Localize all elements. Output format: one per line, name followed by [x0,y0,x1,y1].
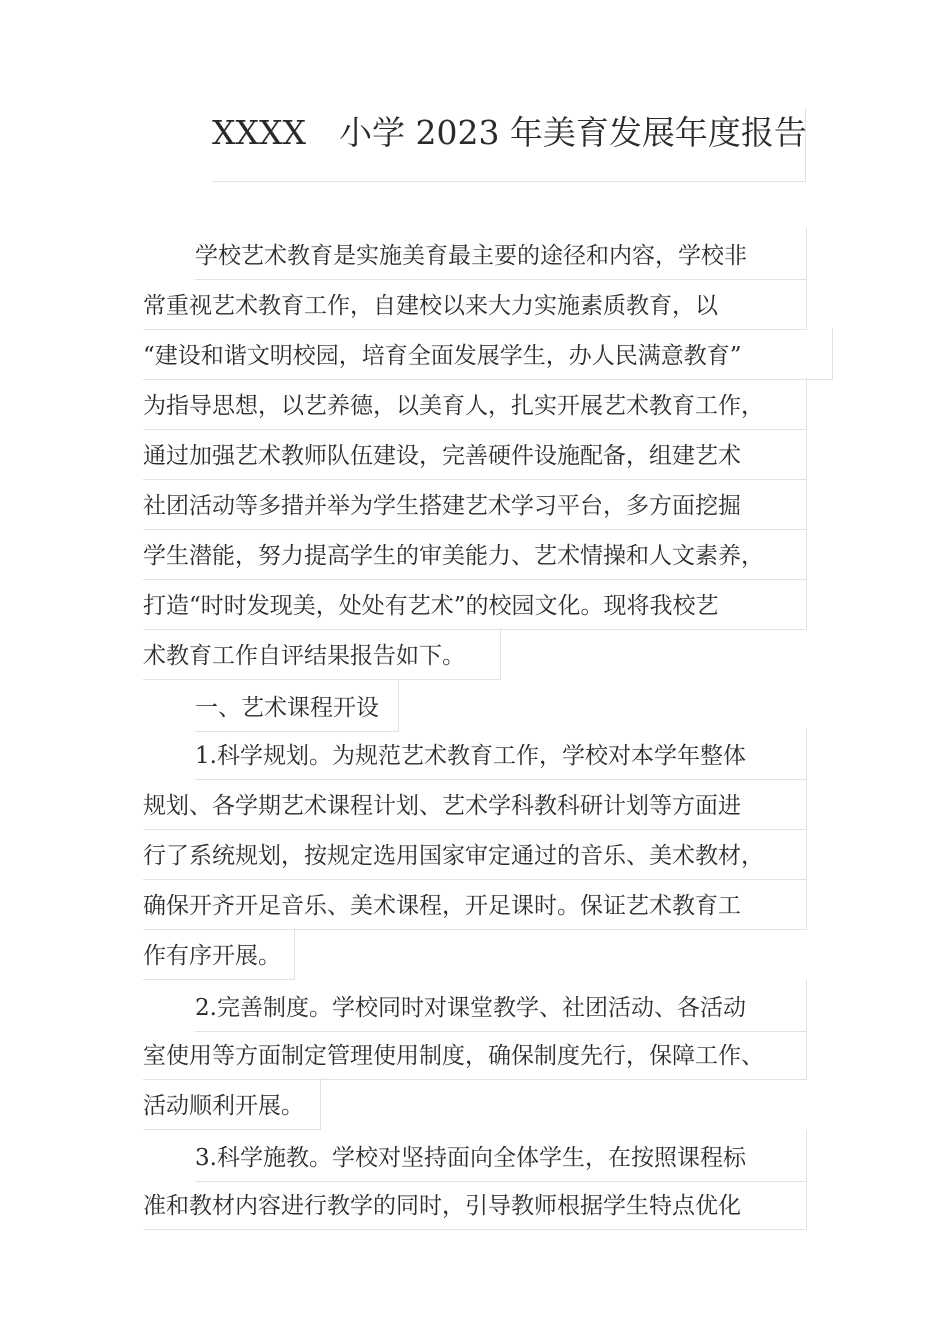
paragraph-line: 2.完善制度。学校同时对课堂教学、社团活动、各活动 [195,980,807,1032]
paragraph-line: 术教育工作自评结果报告如下。 [143,628,501,680]
document-title: XXXX 小学 2023 年美育发展年度报告 [212,108,806,182]
paragraph-line: 作有序开展。 [143,928,295,980]
paragraph-line: 室使用等方面制定管理使用制度，确保制度先行，保障工作、 [143,1028,807,1080]
paragraph-line: 行了系统规划，按规定选用国家审定通过的音乐、美术教材， [143,828,807,880]
section-heading: 一、艺术课程开设 [195,680,399,732]
paragraph-line: 规划、各学期艺术课程计划、艺术学科教科研计划等方面进 [143,778,807,830]
paragraph-line: 学校艺术教育是实施美育最主要的途径和内容，学校非 [195,228,807,280]
paragraph-line: 1.科学规划。为规范艺术教育工作，学校对本学年整体 [195,728,807,780]
paragraph-line: 为指导思想，以艺养德，以美育人，扎实开展艺术教育工作， [143,378,807,430]
paragraph-line: 3.科学施教。学校对坚持面向全体学生，在按照课程标 [195,1130,807,1182]
paragraph-line: 活动顺利开展。 [143,1078,321,1130]
paragraph-line: 学生潜能，努力提高学生的审美能力、艺术情操和人文素养， [143,528,807,580]
paragraph-line: 打造“时时发现美，处处有艺术”的校园文化。现将我校艺 [143,578,807,630]
paragraph-line: “建设和谐文明校园，培育全面发展学生，办人民满意教育” [143,328,833,380]
paragraph-line: 通过加强艺术教师队伍建设，完善硬件设施配备，组建艺术 [143,428,807,480]
paragraph-line: 确保开齐开足音乐、美术课程，开足课时。保证艺术教育工 [143,878,807,930]
paragraph-line: 常重视艺术教育工作，自建校以来大力实施素质教育，以 [143,278,807,330]
paragraph-line: 准和教材内容进行教学的同时，引导教师根据学生特点优化 [143,1178,807,1230]
paragraph-line: 社团活动等多措并举为学生搭建艺术学习平台，多方面挖掘 [143,478,807,530]
